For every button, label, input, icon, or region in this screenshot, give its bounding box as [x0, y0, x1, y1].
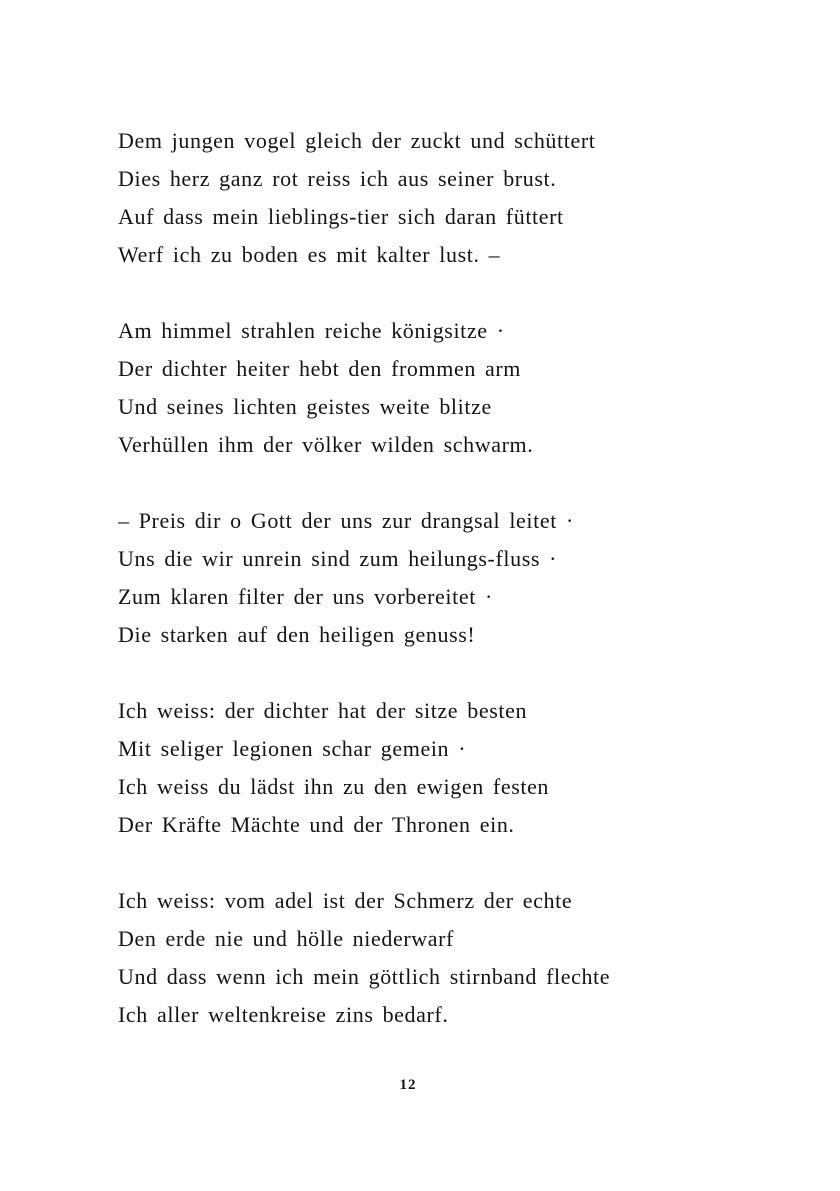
poem-line: Der dichter heiter hebt den frommen arm [118, 356, 522, 381]
poem-line: Ich weiss: der dichter hat der sitze besten [118, 698, 528, 723]
poem-line: Die starken auf den heiligen genuss! [118, 622, 476, 647]
page-number: 12 [399, 1077, 417, 1093]
poem-line: Uns die wir unrein sind zum heilungs-fluss · [118, 546, 558, 571]
poem-line: Ich aller weltenkreise zins bedarf. [118, 1002, 449, 1027]
poem-line: Werf ich zu boden es mit kalter lust. – [118, 242, 501, 267]
poem-line: Der Kräfte Mächte und der Thronen ein. [118, 812, 515, 837]
poem-line: Am himmel strahlen reiche königsitze · [118, 318, 505, 343]
poem-line: Den erde nie und hölle niederwarf [118, 926, 454, 951]
poem-line: – Preis dir o Gott der uns zur drangsal leitet · [118, 508, 574, 533]
poem-line: Und seines lichten geistes weite blitze [118, 394, 492, 419]
stanza-3 [118, 502, 778, 654]
poem-line: Auf dass mein lieblings-tier sich daran füttert [118, 204, 564, 229]
poem [118, 122, 778, 1072]
poem-line: Verhüllen ihm der völker wilden schwarm. [118, 432, 534, 457]
stanza-4 [118, 692, 778, 844]
poem-line: Zum klaren filter der uns vorbereitet · [118, 584, 493, 609]
stanza-1 [118, 122, 778, 274]
poem-line: Ich weiss du lädst ihn zu den ewigen festen [118, 774, 550, 799]
poem-line: Dem jungen vogel gleich der zuckt und schüttert [118, 128, 596, 153]
stanza-5 [118, 882, 778, 1034]
stanza-2 [118, 312, 778, 464]
poem-line: Ich weiss: vom adel ist der Schmerz der echte [118, 888, 573, 913]
poem-line: Mit seliger legionen schar gemein · [118, 736, 467, 761]
poem-line: Und dass wenn ich mein göttlich stirnband flechte [118, 964, 611, 989]
poem-line: Dies herz ganz rot reiss ich aus seiner brust. [118, 166, 557, 191]
